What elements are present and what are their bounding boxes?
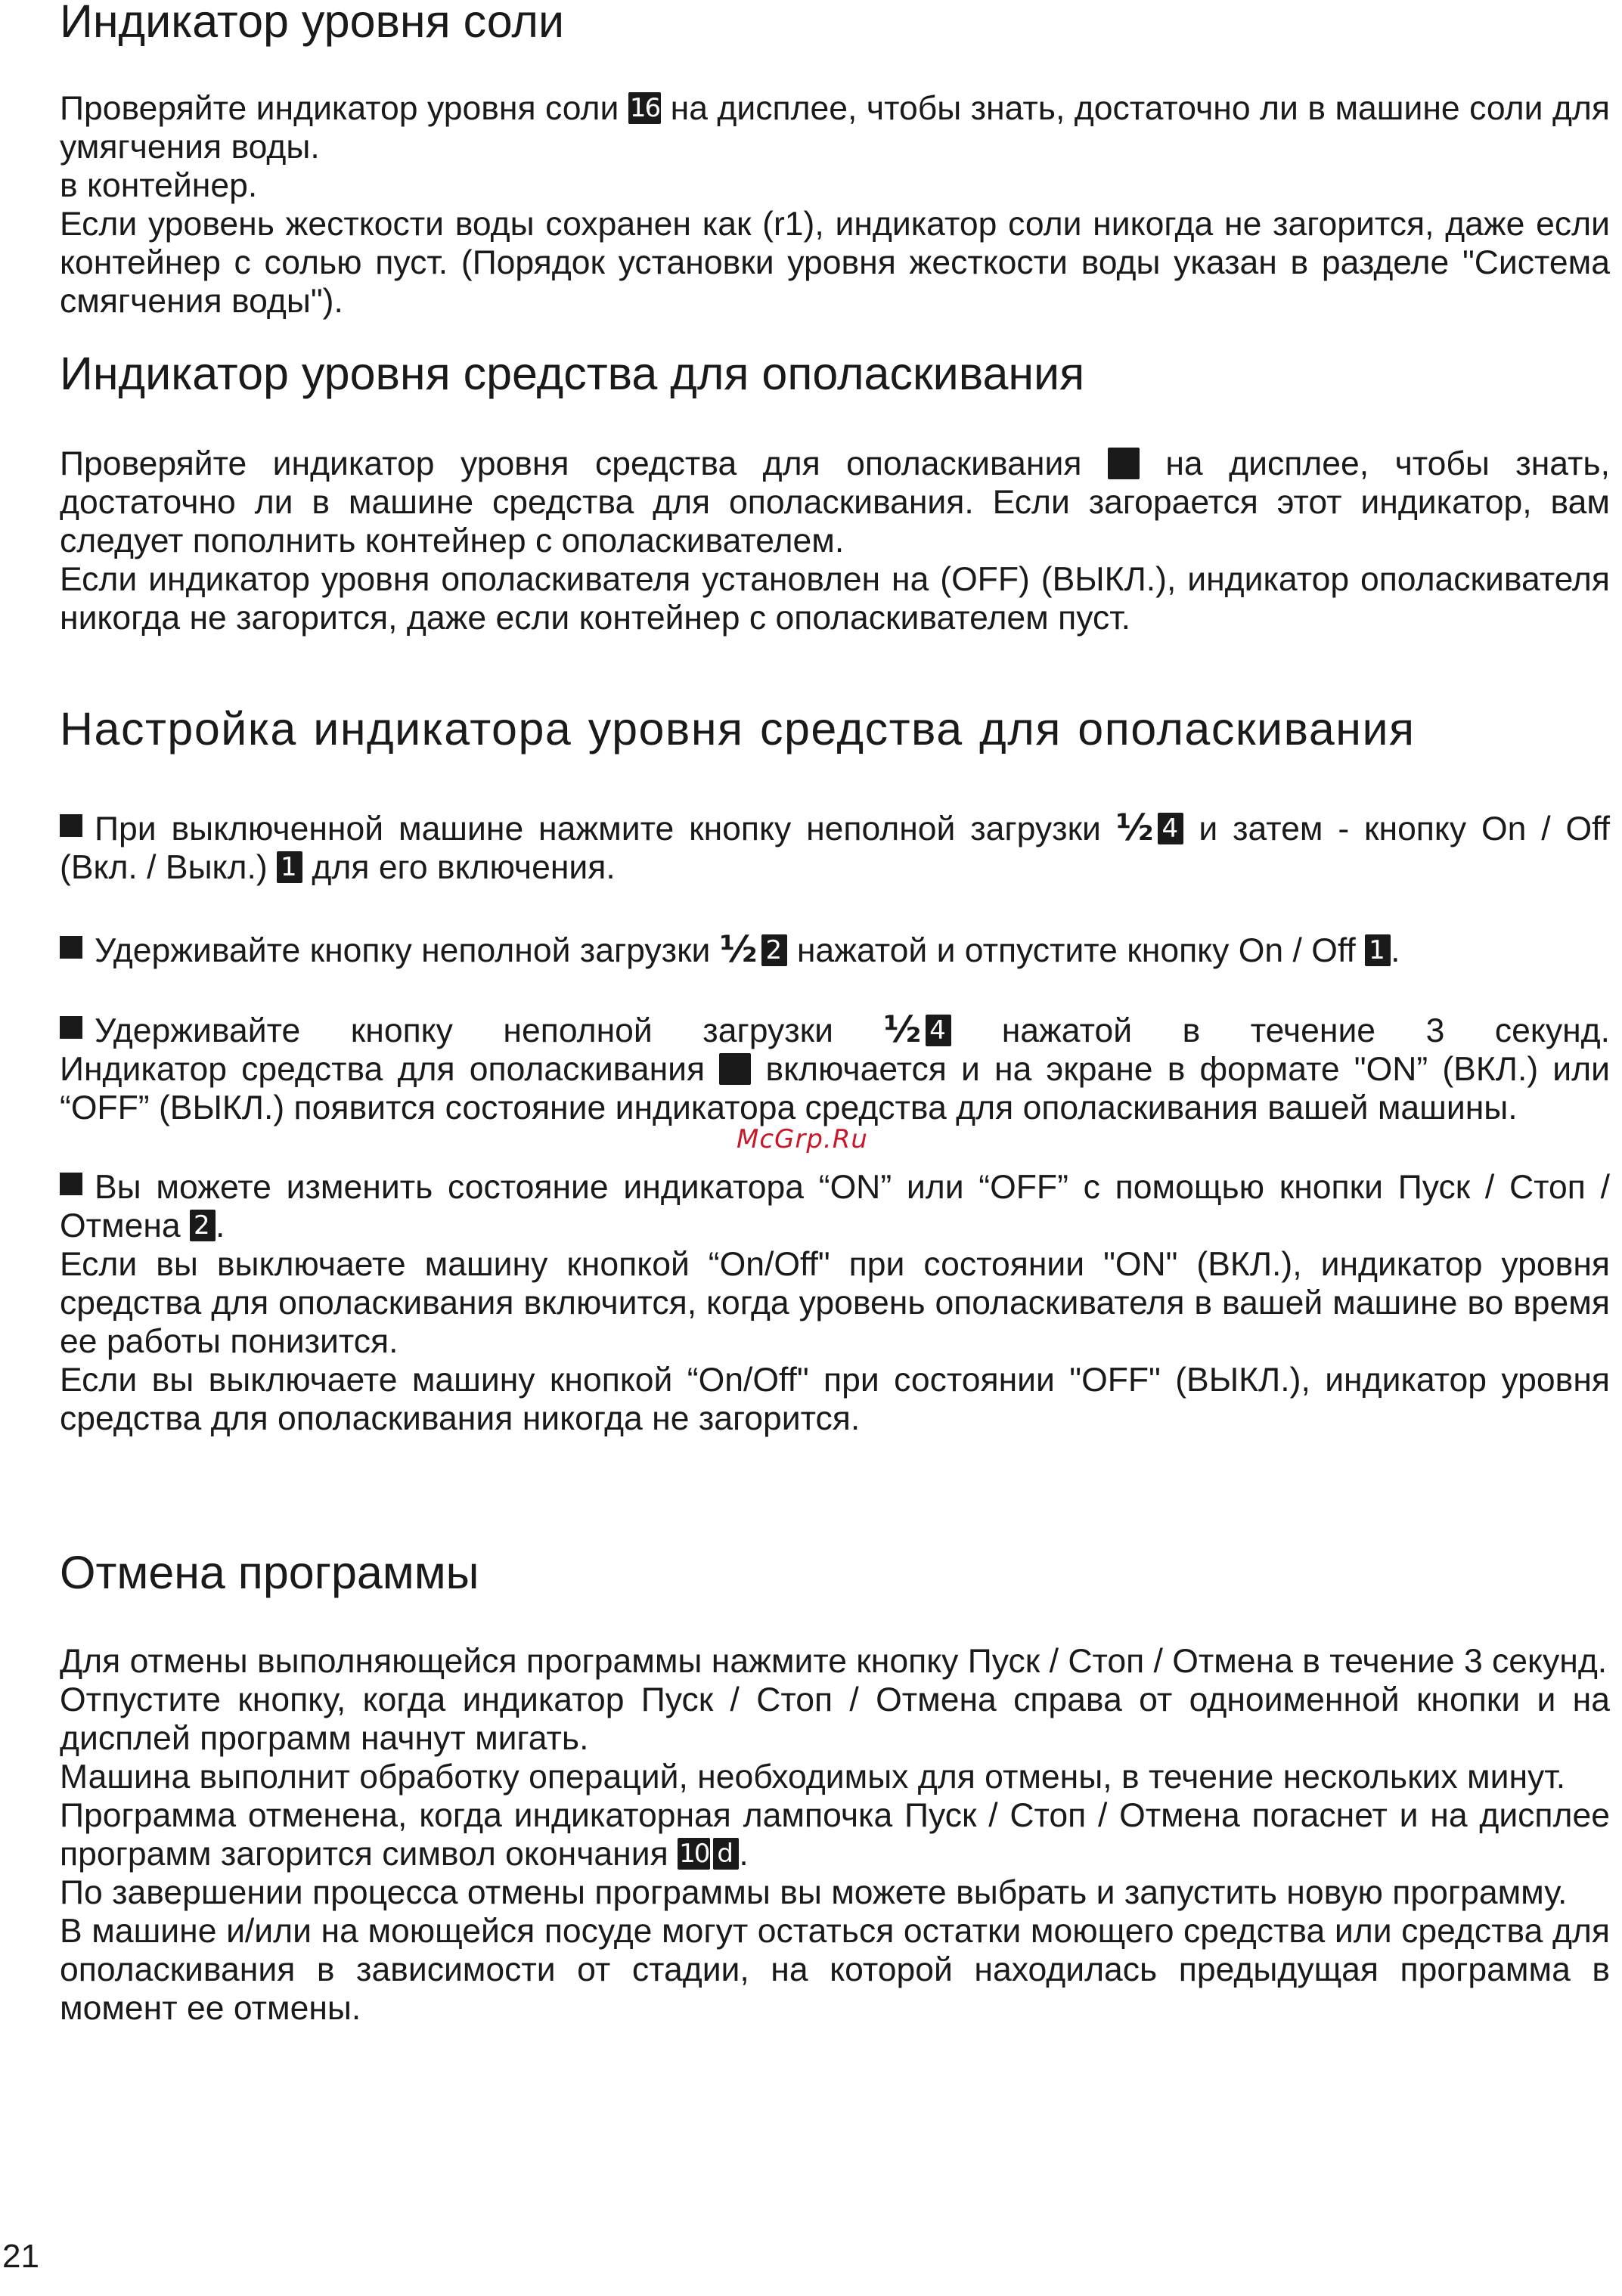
salt-paragraph-3: Если уровень жесткости воды сохранен как (r1), индикатор соли никогда не загорится, даже если контейнер с солью пуст. (Порядок установки уровня жесткости воды указан в разделе "Система смягчения воды"). [60,206,1610,320]
cancel-paragraph-2: Отпустите кнопку, когда индикатор Пуск / Стоп / Отмена справа от одноименной кнопки и на дисплей программ начнут мигать. [60,1681,1610,1757]
setup-bullet-3-body: Индикатор средства для ополаскивания включается и на экране в формате "ON” (ВКЛ.) или “OFF” (ВЫКЛ.) появится состояние индикатора средства для ополаскивания вашей машины. [60,1051,1610,1126]
bullet-square-icon [60,1173,82,1195]
rinse-aid-indicator-icon [719,1053,751,1085]
bullet-square-icon [60,936,82,959]
watermark: McGrp.Ru [737,1124,868,1154]
salt-paragraph-2: в контейнер. [60,167,258,204]
setup-paragraph-5: Если вы выключаете машину кнопкой “On/Off" при состоянии "ON" (ВКЛ.), индикатор уровня средства для ополаскивания включится, когда уровень ополаскивателя в вашей машине во время ее работы понизится. [60,1246,1610,1360]
setup-section-body [60,809,1610,1438]
cancel-paragraph-3: Машина выполнит обработку операций, необходимых для отмены, в течение нескольких минут. [60,1758,1566,1796]
half-load-icon: ½ [1115,807,1154,849]
end-symbol-10-icon: 10 [679,1839,709,1869]
setup-bullet-4: Вы можете изменить состояние индикатора “ON” или “OFF” с помощью кнопки Пуск / Стоп / Отмена 2 . [60,1169,1610,1244]
setup-section-title: Настройка индикатора уровня средства для ополаскивания [60,703,1416,754]
rinse-section-body [60,445,1610,637]
setup-paragraph-6: Если вы выключаете машину кнопкой “On/Off" при состоянии "OFF" (ВЫКЛ.), индикатор уровня средства для ополаскивания никогда не загорится. [60,1362,1610,1437]
page-number: 21 [2,2238,39,2275]
setup-bullet-1: При выключенной машине нажмите кнопку неполной загрузки ½ 4 и затем - кнопку On / Off (Вкл. / Выкл.) 1 для его включения. [60,807,1610,886]
cancel-paragraph-6: В машине и/или на моющейся посуде могут остаться остатки моющего средства или средства для ополаскивания в зависимости от стадии, на которой находилась предыдущая программа в момент ее отмены. [60,1913,1610,2027]
button-4-icon: 4 [926,1015,951,1046]
button-2-icon: 2 [190,1210,216,1241]
bullet-square-icon [60,814,82,837]
end-symbol-d-icon: d [713,1838,739,1870]
half-load-icon: ½ [719,928,758,971]
cancel-paragraph-4: Программа отменена, когда индикаторная лампочка Пуск / Стоп / Отмена погаснет и на дисплее программ загорится символ окончания 10 d . [60,1797,1610,1873]
salt-paragraph-1: Проверяйте индикатор уровня соли 16 на дисплее, чтобы знать, достаточно ли в машине соли для умягчения воды. [60,90,1610,166]
bullet-square-icon [60,1016,82,1039]
cancel-paragraph-1: Для отмены выполняющейся программы нажмите кнопку Пуск / Стоп / Отмена в течение 3 секунд. [60,1643,1608,1680]
setup-bullet-2: Удерживайте кнопку неполной загрузки ½ 2 нажатой и отпустите кнопку On / Off 1 . [60,931,1610,970]
button-2-icon: 2 [761,934,787,966]
salt-section-title: Индикатор уровня соли [60,0,565,47]
cancel-paragraph-5: По завершении процесса отмены программы вы можете выбрать и запустить новую программу. [60,1874,1568,1911]
indicator-16-icon: 16 [629,93,660,123]
button-1-icon: 1 [1365,934,1391,966]
salt-section-body [60,89,1610,321]
rinse-section-title: Индикатор уровня средства для ополаскивания [60,348,1085,399]
half-load-icon: ½ [883,1009,922,1051]
button-1-icon: 1 [277,851,302,883]
cancel-section-title: Отмена программы [60,1547,479,1598]
rinse-paragraph-1: Проверяйте индикатор уровня средства для ополаскивания на дисплее, чтобы знать, достаточно ли в машине средства для ополаскивания. Если загорается этот индикатор, вам следует пополнить контейнер с ополаскивателем. [60,445,1610,559]
button-4-icon: 4 [1158,813,1183,844]
setup-bullet-3-line-1: Удерживайте кнопку неполной загрузки ½ 4 нажатой в течение 3 секунд. [60,1011,1610,1050]
rinse-aid-indicator-icon [1108,448,1140,479]
cancel-section-body [60,1642,1610,2028]
rinse-paragraph-2: Если индикатор уровня ополаскивателя установлен на (OFF) (ВЫКЛ.), индикатор ополаскивателя никогда не загорится, даже если контейнер с ополаскивателем пуст. [60,561,1610,637]
